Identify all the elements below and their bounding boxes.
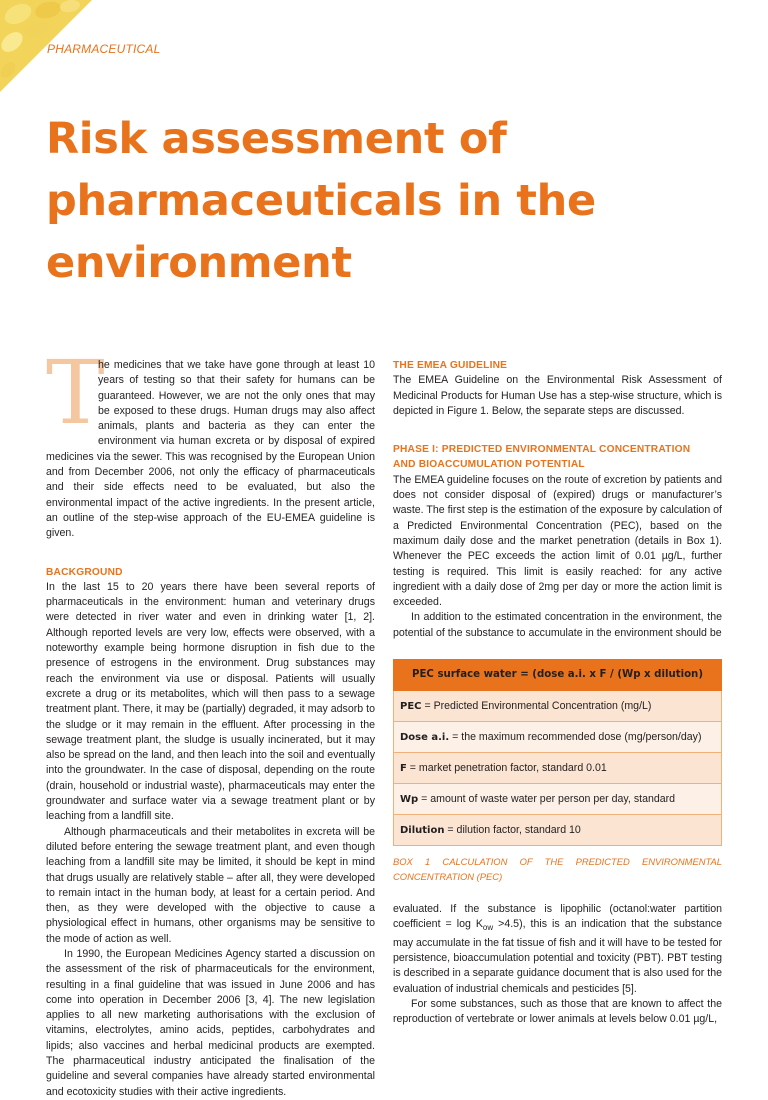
box1-row [393, 691, 722, 722]
box1-definition: = amount of waste water per person per day, standard [418, 793, 676, 806]
box1-row [393, 784, 722, 815]
continuation-paragraph-2: For some substances, such as those that are known to affect the reproduction of vertebrate or lower animals at levels below 0.01 µg/L, [393, 997, 722, 1026]
section-label: PHARMACEUTICAL [47, 42, 161, 56]
background-paragraph-1: In the last 15 to 20 years there have been several reports of pharmaceuticals in the environment: human and veterinary drugs were detected in river water and even in drinking water [1, 2]. Although reported levels are very low, effects were observed, with a noteworthy example being hormone disruption in fish due to the presence of estrogens in the environment. Drug substances may reach the environment via use or disposal. Patients will usually excrete a drug or its metabolites, which will then pass to a sewage treatment plant. There, it may be (partially) degraded, it may adsorb to the sludge or it may remain in the effluent. After processing in the sewage treatment plant, the sludge is usually incinerated, but it may also be spread on the land, and then leach into the soil and eventually into the groundwater. In the case of disposal, depending on the route (drain, household or industrial waste), pharmaceuticals may enter the groundwater and surface water via a sewage treatment plant or by leaching from a landfill site. [46, 580, 375, 823]
box1-term: F [400, 763, 407, 775]
box1-definition: = dilution factor, standard 10 [444, 824, 581, 837]
background-heading: BACKGROUND [46, 566, 123, 578]
phase1-heading-line1: PHASE I: PREDICTED ENVIRONMENTAL CONCENTRATION [393, 444, 691, 456]
continuation-text-b: >4.5), this is an indication that the substance may accumulate in the fat tissue of fish and it will have to be tested for persistence, bioaccumulation potential and toxicity (PBT). PBT testing is described in a separate guidance document that is also used for the evaluation of industrial chemicals and pesticides [5]. [393, 918, 722, 995]
phase1-paragraph-1: The EMEA guideline focuses on the route of excretion by patients and does not consider disposal of (expired) drugs or manufacturer’s waste. The first step is the estimation of the exposure by calculation of a Predicted Environmental Concentration (PEC), based on the maximum daily dose and the market penetration (details in Box 1). Whenever the PEC exceeds the action limit of 0.01 µg/L, further testing is required. This limit is easily reached: for any active ingredient with a daily dose of 2mg per day or more the action limit is exceeded. [393, 473, 722, 609]
box1-definition: = Predicted Environmental Concentration (mg/L) [421, 700, 652, 713]
box1-definition: = market penetration factor, standard 0.01 [406, 762, 607, 775]
box1-term: Dilution [400, 825, 445, 837]
box1-term: PEC [400, 701, 422, 713]
emea-heading: THE EMEA GUIDELINE [393, 360, 508, 371]
left-column [46, 341, 375, 1100]
background-paragraph-2: Although pharmaceuticals and their metabolites in excreta will be diluted before entering the sewage treatment plant, and even though leaching from a landfill site may be limited, it should be kept in mind that drugs usually are relatively stable – after all, they were developed to remain intact in the human body, at least for a certain period. And then, as they were developed with the objective to cause a physiological effect in humans, other organisms may be sensitive to the mode of action as well. [46, 825, 375, 945]
background-paragraph-3: In 1990, the European Medicines Agency started a discussion on the assessment of the risk of pharmaceuticals for the environment, resulting in a final guideline that was issued in June 2006 and has come into operation in December 2006 [3, 4]. The new legislation applies to all new marketing authorisations with the exclusion of vitamins, electrolytes, amino acids, peptides, carbohydrates and lipids; also vaccines and herbal medicinal products are exempted. The pharmaceutical industry anticipated the finalisation of the guideline and several companies have already started environmental and ecotoxicity studies with their active ingredients. [46, 947, 375, 1098]
emea-paragraph: The EMEA Guideline on the Environmental Risk Assessment of Medicinal Products for Human Use has a step-wise structure, which is depicted in Figure 1. Below, the separate steps are discussed. [393, 374, 722, 417]
box1-formula: PEC surface water = (dose a.i. x F / (Wp x dilution) [393, 659, 722, 691]
phase1-heading-line2: AND BIOACCUMULATION POTENTIAL [393, 459, 585, 471]
intro-paragraph [46, 341, 375, 542]
article-title: Risk assessment of pharmaceuticals in the environment [46, 114, 596, 288]
box1-caption: BOX 1 CALCULATION OF THE PREDICTED ENVIRONMENTAL CONCENTRATION (PEC) [393, 856, 722, 883]
box1-term: Dose a.i. [400, 732, 450, 744]
continuation-text-a: evaluated. If the substance is lipophilic (octanol:water partition coefficient = log K [393, 903, 722, 931]
box1-row [393, 815, 722, 846]
continuation-subscript: ow [482, 923, 494, 933]
box1-row [393, 722, 722, 753]
box1-pec-table [393, 659, 722, 846]
phase1-paragraph-2: In addition to the estimated concentration in the environment, the potential of the substance to accumulate in the environment should be [393, 611, 722, 639]
drop-cap: T [46, 341, 105, 444]
right-column [393, 358, 722, 1028]
continuation-paragraph-1 [393, 902, 722, 997]
box1-term: Wp [400, 794, 419, 806]
box1-row [393, 753, 722, 784]
box1-definition: = the maximum recommended dose (mg/person/day) [449, 731, 702, 744]
intro-text: he medicines that we take have gone through at least 10 years of testing so that their safety for humans can be guaranteed. However, we are not the only ones that may be exposed to these drugs. Human drugs may also affect animals, plants and bacteria as they can enter the environment via human excreta or by disposal of expired medicines via the sewer. This was recognised by the European Union and from December 2006, not only the efficacy of pharmaceuticals and their side effects need to be evaluated, but also the environmental impact of the active ingredients. In the present article, an outline of the step-wise approach of the EU-EMEA guideline is given. [46, 359, 375, 540]
